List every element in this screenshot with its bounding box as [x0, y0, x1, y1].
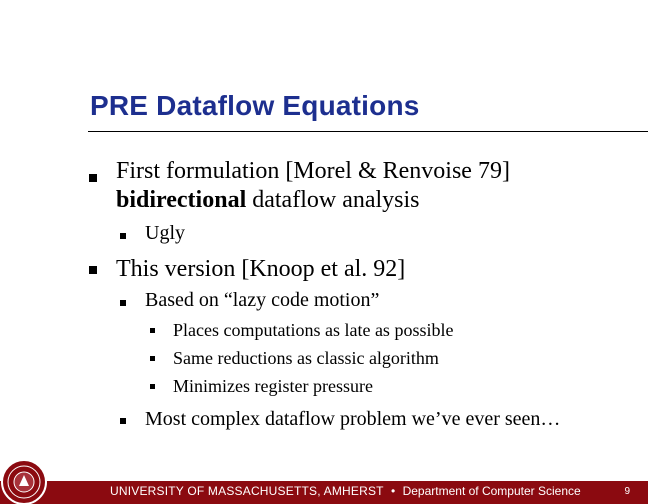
bullet-1-line2 — [116, 186, 420, 214]
square-bullet-icon — [120, 418, 126, 424]
square-bullet-icon — [120, 233, 126, 239]
footer-department: Department of Computer Science — [402, 484, 581, 498]
title-divider — [88, 131, 648, 132]
footer-text — [110, 484, 581, 502]
footer-university: UNIVERSITY OF MASSACHUSETTS, AMHERST — [110, 484, 384, 498]
square-bullet-icon — [150, 384, 155, 389]
bullet-2-sub-1-item-1: Places computations as late as possible — [173, 320, 454, 340]
bullet-2-sub-1-item-3: Minimizes register pressure — [173, 376, 373, 396]
square-bullet-icon — [150, 328, 155, 333]
university-seal-icon — [0, 456, 50, 504]
bullet-1-line1: First formulation [Morel & Renvoise 79] — [116, 158, 510, 184]
bullet-2-sub-1-item-2: Same reductions as classic algorithm — [173, 348, 439, 368]
bullet-1-line2-rest: dataflow analysis — [246, 187, 420, 213]
bullet-1-sub-1: Ugly — [145, 222, 185, 244]
square-bullet-icon — [120, 300, 126, 306]
square-bullet-icon — [89, 266, 97, 274]
bullet-1-bold-term: bidirectional — [116, 187, 247, 213]
footer-separator: • — [391, 484, 396, 498]
bullet-2-line1: This version [Knoop et al. 92] — [116, 256, 406, 282]
bullet-2-sub-1: Based on “lazy code motion” — [145, 289, 380, 311]
bullet-2-sub-2: Most complex dataflow problem we’ve ever seen… — [145, 408, 561, 430]
page-number: 9 — [624, 486, 630, 497]
slide-title: PRE Dataflow Equations — [90, 90, 420, 121]
square-bullet-icon — [89, 174, 97, 182]
square-bullet-icon — [150, 356, 155, 361]
